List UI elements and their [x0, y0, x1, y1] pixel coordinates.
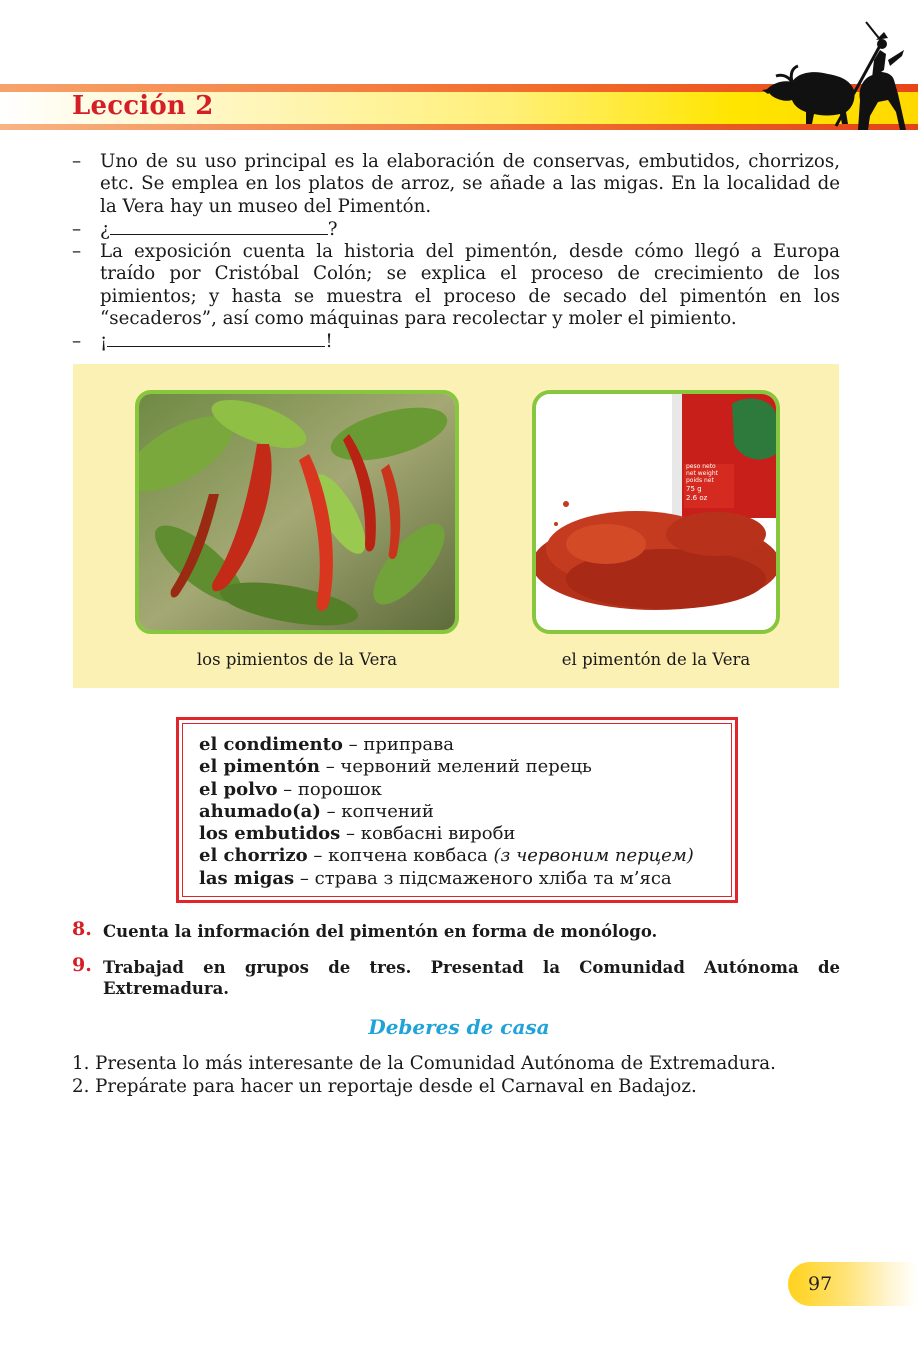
blank-suffix: !	[325, 331, 333, 352]
peppers-photo	[135, 390, 459, 634]
vocab-translation: – копчений	[320, 800, 434, 822]
exercise-number: 9.	[72, 954, 92, 976]
exercise-number: 8.	[72, 918, 92, 940]
photo-panel	[73, 364, 839, 688]
vocab-translation: – червоний мелений перець	[319, 756, 592, 778]
dialogue-text: La exposición cuenta la historia del pimentón, desde cómo llegó a Europa traído por Cristóbal Colón; se explica el proceso de crecimiento de los pimientos; y hasta se muestra el proceso de secado del pimentón en los “secaderos”, así como máquinas para recolectar y moler el pimiento.	[100, 241, 840, 330]
exercise-text: Cuenta la información del pimentón en forma de monólogo.	[103, 922, 658, 941]
dialogue-line-2	[72, 219, 840, 241]
vocab-item	[199, 801, 694, 823]
blank-suffix: ?	[327, 219, 338, 240]
caption-paprika: el pimentón de la Vera	[561, 650, 751, 669]
peppers-image	[139, 394, 455, 630]
vocab-item	[199, 779, 694, 801]
dialogue-blank-exclamation	[100, 331, 840, 353]
dialogue-dash: –	[72, 241, 82, 262]
vocab-translation: – страва з підсмаженого хліба та м’яса	[294, 867, 672, 889]
caption-peppers: los pimientos de la Vera	[196, 650, 398, 669]
homework-item-1	[72, 1052, 842, 1075]
dialogue-dash: –	[72, 331, 82, 352]
vocab-translation: – порошок	[277, 778, 382, 800]
vocab-note: (з червоним перцем)	[493, 845, 694, 867]
vocab-term: el chorrizo	[199, 845, 308, 867]
homework-text: Prepárate para hacer un reportaje desde el Carnaval en Badajoz.	[95, 1076, 697, 1097]
vocab-item	[199, 756, 694, 778]
homework-number: 1.	[72, 1053, 90, 1074]
vocab-term: el condimento	[199, 734, 343, 755]
vocab-item	[199, 845, 694, 867]
homework-number: 2.	[72, 1076, 90, 1097]
vocab-translation: – ковбасні вироби	[340, 823, 516, 845]
dialogue-dash: –	[72, 151, 82, 172]
tin-text-3: poids net	[686, 477, 714, 484]
vocabulary-box	[176, 717, 738, 903]
vocab-term: el polvo	[199, 778, 278, 800]
vocab-item	[199, 734, 694, 756]
dialogue-line-3	[72, 241, 840, 331]
vocab-term: el pimentón	[199, 756, 320, 778]
tin-weight-2: 2.6 oz	[686, 494, 708, 502]
dialogue-line-1	[72, 151, 840, 218]
exercise-9	[72, 954, 840, 999]
dialogue-text: Uno de su uso principal es la elaboración de conservas, embutidos, chorrizos, etc. Se emplea en los platos de arroz, se añade a las migas. En la localidad de la Vera hay un museo del Pimentón.	[100, 151, 840, 217]
paprika-photo	[532, 390, 780, 634]
blank-prefix: ¿	[100, 219, 110, 240]
vocabulary-list	[199, 734, 694, 890]
vocab-translation: – копчена ковбаса	[307, 845, 494, 867]
vocab-term: los embutidos	[199, 823, 341, 845]
vocab-item	[199, 823, 694, 845]
homework-title: Deberes de casa	[368, 1015, 550, 1039]
don-quixote-bull-silhouette-icon	[762, 20, 918, 132]
dialogue-blank-question	[100, 219, 840, 241]
vocab-item	[199, 868, 694, 890]
homework-text: Presenta lo más interesante de la Comunidad Autónoma de Extremadura.	[95, 1053, 776, 1074]
answer-blank[interactable]	[110, 220, 328, 235]
dialogue-line-4	[72, 331, 840, 353]
tin-text-1: peso neto	[686, 463, 716, 470]
exercise-text: Trabajad en grupos de tres. Presentad la Comunidad Autónoma de Extremadura.	[103, 958, 840, 998]
vocab-translation: – приправа	[342, 734, 455, 755]
tin-text-2: net weight	[686, 470, 718, 477]
exercise-8	[72, 918, 840, 942]
dialogue-dash: –	[72, 219, 82, 240]
vocab-term: ahumado(a)	[199, 800, 321, 822]
paprika-image	[536, 394, 776, 630]
tin-weight-1: 75 g	[686, 485, 702, 493]
vocab-term: las migas	[199, 867, 295, 889]
homework-item-2	[72, 1075, 842, 1098]
page-number: 97	[808, 1273, 833, 1295]
answer-blank[interactable]	[107, 332, 325, 347]
blank-prefix: ¡	[100, 331, 108, 352]
lesson-title: Lección 2	[72, 91, 214, 121]
